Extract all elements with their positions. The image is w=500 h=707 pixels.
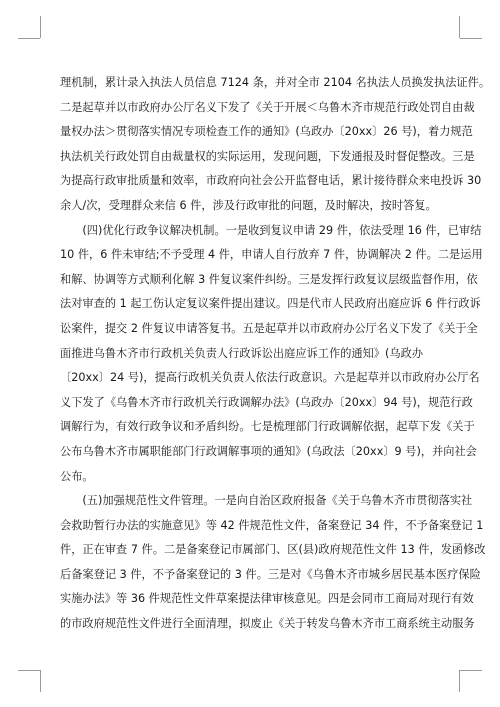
text-line: 执法机关行政处罚自由裁量权的实际运用，发现问题，下发通报及时督促整改。三是 — [60, 149, 475, 163]
text-line: 公布乌鲁木齐市属职能部门行政调解事项的通知》(乌政法〔20xx〕9 号)，并向社会 — [60, 444, 477, 458]
text-line: 件，正在审查 7 件。二是备案登记市属部门、区(县)政府规范性文件 13 件，发函修改 — [60, 543, 486, 557]
text-line: 讼案件，提交 2 件复议申请答复书。五是起草并以市政府办公厅名义下发了《关于全 — [60, 321, 478, 335]
crop-mark-bottom-left-v — [40, 670, 41, 692]
text-line: 理机制，累计录入执法人员信息 7124 条，并对全市 2104 名执法人员换发执法证件。 — [60, 76, 491, 89]
section-heading-line: (五)加强规范性文件管理。一是向自治区政府报备《关于乌鲁木齐市贯彻落实社 — [60, 494, 473, 508]
document-body — [60, 71, 491, 637]
text-line: 法对审查的 1 起工伤认定复议案件提出建议。四是代市人民政府出庭应诉 6 件行政诉 — [60, 297, 481, 311]
text-line: 二是起草并以市政府办公厅名义下发了《关于开展＜乌鲁木齐市规范行政处罚自由裁 — [60, 100, 475, 114]
text-line: 实施办法》等 36 件规范性文件草案提法律审核意见。四是会同市工商局对现行有效 — [60, 592, 474, 606]
crop-mark-top-right-h — [460, 38, 482, 39]
text-line: 调解行为，有效行政争议和矛盾纠纷。七是梳理部门行政调解依据，起草下发《关于 — [60, 420, 475, 434]
text-line: 的市政府规范性文件进行全面清理，拟废止《关于转发乌鲁木齐市工商系统主动服务 — [60, 617, 475, 631]
text-line: 面推进乌鲁木齐市行政机关负责人行政诉讼出庭应诉工作的通知》(乌政办 — [60, 346, 424, 360]
text-line: 后备案登记 3 件，不予备案登记的 3 件。三是对《乌鲁木齐市城乡居民基本医疗保险 — [60, 567, 481, 581]
crop-mark-bottom-right-h — [460, 670, 482, 671]
text-line: 和解、协调等方式顺利化解 3 件复议案件纠纷。三是发挥行政复议层级监督作用，依 — [60, 272, 478, 286]
text-line: 义下发了《乌鲁木齐市行政机关行政调解办法》(乌政办〔20xx〕94 号)，规范行政 — [60, 395, 473, 409]
text-line: 公布。 — [60, 469, 94, 483]
crop-mark-bottom-left-h — [18, 670, 40, 671]
text-line: 〔20xx〕24 号)，提高行政机关负责人依法行政意识。六是起草并以市政府办公厅名 — [60, 371, 480, 385]
text-line: 会救助暂行办法的实施意见》等 42 件规范性文件，备案登记 34 件，不予备案登记 1 — [60, 518, 484, 532]
crop-mark-top-right-v — [459, 16, 460, 38]
section-heading-line: (四)优化行政争议解决机制。一是收到复议申请 29 件，依法受理 16 件，已审结 — [60, 223, 482, 237]
crop-mark-top-left-h — [18, 38, 40, 39]
crop-mark-top-left-v — [40, 16, 41, 38]
crop-mark-bottom-right-v — [459, 670, 460, 692]
text-line: 10 件，6 件未审结;不予受理 4 件，申请人自行放弃 7 件，协调解决 2 件。二是运用 — [60, 248, 483, 262]
text-line: 余人/次，受理群众来信 6 件，涉及行政审批的问题，及时解决，按时答复。 — [60, 198, 437, 212]
text-line: 为提高行政审批质量和效率，市政府向社会公开监督电话，累计接待群众来电投诉 30 — [60, 174, 482, 188]
text-line: 量权办法＞贯彻落实情况专项检查工作的通知》(乌政办〔20xx〕26 号)，着力规范 — [60, 125, 473, 139]
